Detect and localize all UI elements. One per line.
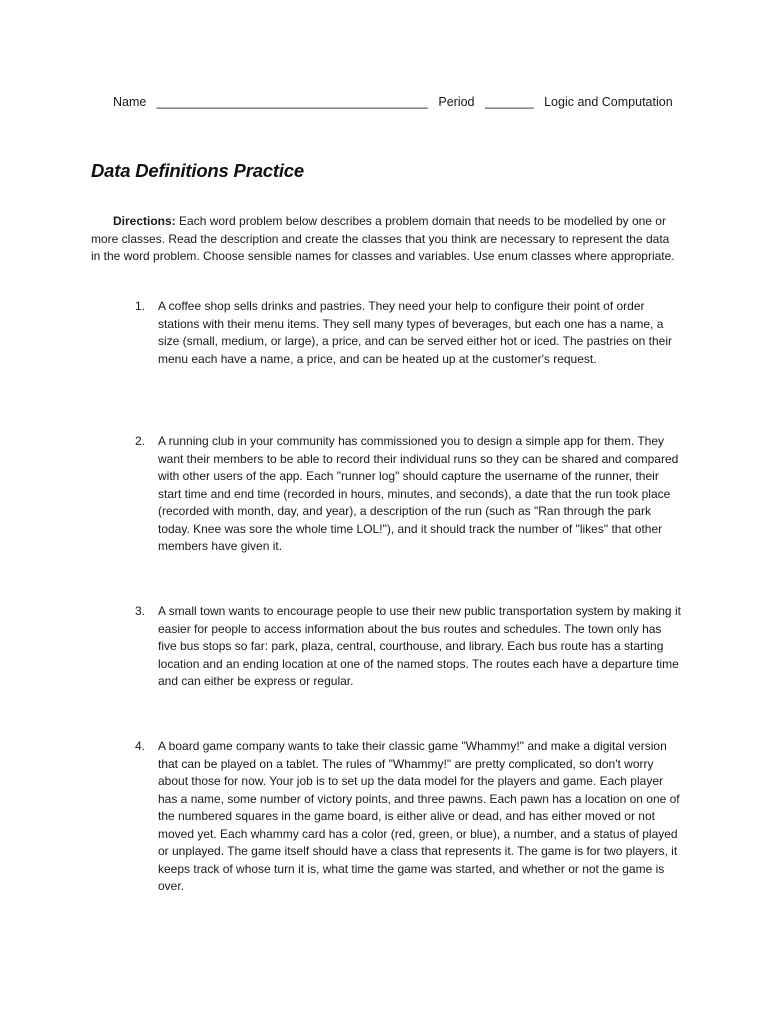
page-title: Data Definitions Practice (91, 160, 304, 181)
problem-number: 3. (135, 604, 146, 618)
directions-text: Each word problem below describes a problem domain that needs to be modelled by one or more classes. Read the description and create the classes that you think are necessary to represent the data in the word problem. Choose sensible names for classes and variables. Use enum classes where appropriate. (91, 214, 675, 263)
problem-number: 1. (135, 299, 146, 313)
problem-number: 2. (135, 434, 146, 448)
period-blank: _______ (484, 95, 534, 109)
directions-paragraph (91, 213, 681, 266)
problem-number: 4. (135, 739, 146, 753)
problem-text: A running club in your community has commissioned you to design a simple app for them. They want their members to be able to record their individual runs so they can be shared and compared with other users of the app. Each "runner log" should capture the username of the runner, their start time and end time (recorded in hours, minutes, and seconds), a date that the run took place (recorded with month, day, and year), a description of the run (such as "Ran through the park today. Knee was sore the whole time LOL!"), and it should track the number of "likes" that other members have given it. (158, 434, 679, 553)
name-blank: _______________________________________ (156, 95, 428, 109)
problem-text: A coffee shop sells drinks and pastries. They need your help to configure their point of order stations with their menu items. They sell many types of beverages, but each one has a name, a size (small, medium, or large), a price, and can be served either hot or iced. The pastries on their menu each have a name, a price, and can be heated up at the customer's request. (158, 299, 673, 366)
period-label: Period (438, 95, 475, 109)
name-label: Name (113, 95, 147, 109)
course-name: Logic and Computation (544, 95, 673, 109)
directions-lead: Directions: (113, 214, 176, 228)
header-line (113, 94, 713, 110)
problem-text: A board game company wants to take their classic game "Whammy!" and make a digital version that can be played on a tablet. The rules of "Whammy!" are pretty complicated, so don't worry about those for now. Your job is to set up the data model for the players and game. Each player has a name, some number of victory points, and three pawns. Each pawn has a location on one of the numbered squares in the game board, is either alive or dead, and has either moved or not moved yet. Each whammy card has a color (red, green, or blue), a number, and a status of played or unplayed. The game itself should have a class that represents it. The game is for two players, it keeps track of whose turn it is, what time the game was started, and whether or not the game is over. (158, 739, 680, 893)
problem-text: A small town wants to encourage people to use their new public transportation system by making it easier for people to access information about the bus routes and schedules. The town only has five bus stops so far: park, plaza, central, courthouse, and library. Each bus route has a starting location and an ending location at one of the named stops. The routes each have a departure time and can either be express or regular. (158, 604, 681, 688)
